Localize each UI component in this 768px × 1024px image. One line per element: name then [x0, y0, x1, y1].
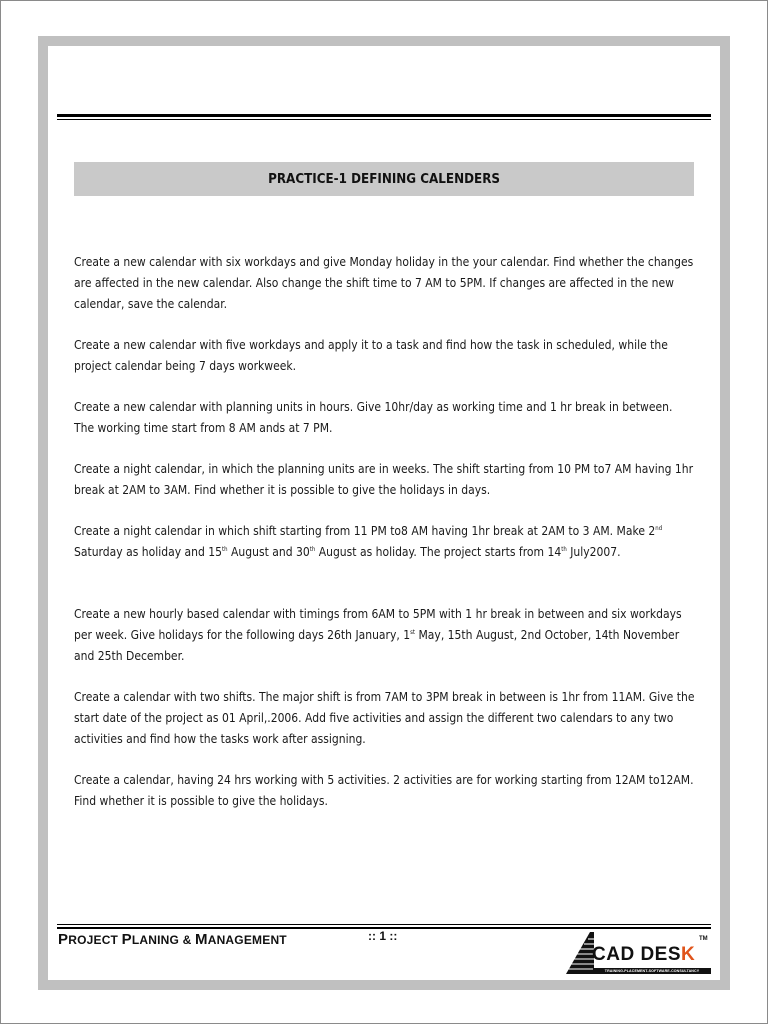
logo-tagline: TRAINING-PLACEMENT-SOFTWARE-CONSULTANCY	[593, 968, 711, 974]
header-rule-thin	[57, 119, 711, 120]
paragraph-7: Create a calendar with two shifts. The major shift is from 7AM to 3PM break in between is 1hr from 11AM. Give the start date of the project as 01 April,.2006. Add five activities and assign the different two calendars to any two activities and find how the tasks work after assigning.	[74, 690, 695, 746]
footer-title: PROJECT PLANING & MANAGEMENT	[58, 931, 287, 948]
title-bar	[74, 162, 694, 196]
paragraph-5: Create a night calendar in which shift starting from 11 PM to8 AM having 1hr break at 2AM to 3 AM. Make 2nd Saturday as holiday and 15th August and 30th August as holiday. The project starts from 14th July2007.	[74, 524, 663, 559]
paragraph-3: Create a new calendar with planning units in hours. Give 10hr/day as working time and 1 hr break in between. The working time start from 8 AM ands at 7 PM.	[74, 400, 673, 435]
logo-trademark: TM	[699, 936, 708, 942]
body-content	[74, 252, 696, 812]
paragraph-2: Create a new calendar with five workdays and apply it to a task and find how the task in scheduled, while the project calendar being 7 days workweek.	[74, 338, 668, 373]
page-number: :: 1 ::	[368, 929, 398, 943]
paragraph-4: Create a night calendar, in which the planning units are in weeks. The shift starting from 10 PM to7 AM having 1hr break at 2AM to 3AM. Find whether it is possible to give the holidays in days.	[74, 462, 694, 497]
cad-desk-logo	[566, 930, 712, 976]
footer-rule-thin	[57, 924, 711, 925]
page-title: PRACTICE-1 DEFINING CALENDERS	[268, 171, 500, 187]
logo-wordmark: CAD DESK	[592, 944, 696, 965]
paragraph-8: Create a calendar, having 24 hrs working with 5 activities. 2 activities are for working starting from 12AM to12AM. Find whether it is possible to give the holidays.	[74, 773, 694, 808]
header-rule-thick	[57, 114, 711, 117]
paragraph-1: Create a new calendar with six workdays and give Monday holiday in the your calendar. Find whether the changes are affected in the new calendar. Also change the shift time to 7 AM to 5PM. If changes are affected in the new calendar, save the calendar.	[74, 255, 694, 311]
paragraph-6: Create a new hourly based calendar with timings from 6AM to 5PM with 1 hr break in between and six workdays per week. Give holidays for the following days 26th January, 1st May, 15th August, 2nd October, 14th November and 25th December.	[74, 607, 682, 663]
